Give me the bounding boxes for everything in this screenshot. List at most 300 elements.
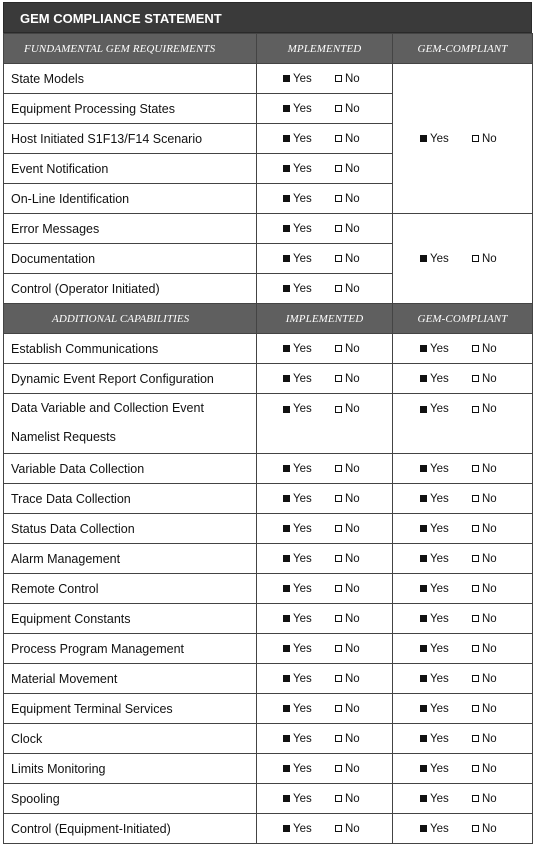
gem-compliant-cell	[393, 394, 533, 454]
no-label: No	[345, 552, 360, 565]
unchecked-box-icon	[335, 285, 342, 292]
yes-no-choice	[393, 343, 532, 355]
table-row	[4, 484, 533, 514]
yes-option	[283, 703, 335, 715]
requirement-label: Host Initiated S1F13/F14 Scenario	[4, 124, 257, 154]
yes-no-choice	[257, 343, 392, 355]
no-option	[335, 463, 360, 475]
checked-box-icon	[283, 75, 290, 82]
unchecked-box-icon	[472, 495, 479, 502]
implemented-cell	[257, 154, 393, 184]
capability-label	[4, 604, 257, 634]
column-header: ADDITIONAL CAPABILITIES	[4, 304, 257, 334]
capability-label	[4, 364, 257, 394]
yes-label: Yes	[430, 342, 449, 355]
gem-compliant-cell	[393, 454, 533, 484]
checked-box-icon	[283, 525, 290, 532]
capability-label-line: Process Program Management	[11, 641, 184, 656]
yes-no-choice	[393, 403, 532, 415]
compliance-document	[3, 2, 532, 844]
checked-box-icon	[283, 795, 290, 802]
no-label: No	[345, 732, 360, 745]
checked-box-icon	[420, 465, 427, 472]
requirement-label: Control (Operator Initiated)	[4, 274, 257, 304]
implemented-cell	[257, 664, 393, 694]
no-label: No	[482, 403, 497, 415]
capability-label	[4, 724, 257, 754]
no-option	[472, 133, 497, 145]
yes-label: Yes	[293, 282, 312, 295]
no-option	[472, 733, 497, 745]
no-label: No	[345, 102, 360, 115]
yes-label: Yes	[293, 642, 312, 655]
unchecked-box-icon	[335, 375, 342, 382]
no-option	[472, 463, 497, 475]
capability-label	[4, 454, 257, 484]
yes-option	[420, 703, 472, 715]
column-header: FUNDAMENTAL GEM REQUIREMENTS	[4, 34, 257, 64]
yes-label: Yes	[430, 403, 449, 415]
no-label: No	[345, 522, 360, 535]
yes-label: Yes	[293, 462, 312, 475]
checked-box-icon	[283, 345, 290, 352]
no-option	[472, 793, 497, 805]
no-label: No	[482, 702, 497, 715]
yes-option	[283, 193, 335, 205]
no-option	[335, 673, 360, 685]
unchecked-box-icon	[472, 525, 479, 532]
capability-label-line: Equipment Constants	[11, 611, 131, 626]
implemented-cell	[257, 694, 393, 724]
implemented-cell	[257, 214, 393, 244]
table-row	[4, 454, 533, 484]
gem-compliant-cell	[393, 694, 533, 724]
no-option	[472, 583, 497, 595]
yes-no-choice	[393, 703, 532, 715]
yes-option	[283, 583, 335, 595]
no-option	[472, 673, 497, 685]
yes-option	[420, 373, 472, 385]
checked-box-icon	[420, 255, 427, 262]
unchecked-box-icon	[335, 255, 342, 262]
unchecked-box-icon	[472, 825, 479, 832]
yes-no-choice	[393, 493, 532, 505]
no-option	[335, 223, 360, 235]
checked-box-icon	[283, 285, 290, 292]
yes-label: Yes	[293, 372, 312, 385]
yes-no-choice	[393, 553, 532, 565]
no-option	[335, 403, 360, 415]
capability-label	[4, 694, 257, 724]
yes-option	[283, 553, 335, 565]
yes-no-choice	[393, 523, 532, 535]
checked-box-icon	[283, 675, 290, 682]
implemented-cell	[257, 64, 393, 94]
yes-no-choice	[257, 583, 392, 595]
capability-label-line: Clock	[11, 731, 43, 746]
yes-no-choice	[257, 553, 392, 565]
yes-no-choice	[257, 163, 392, 175]
yes-no-choice	[257, 673, 392, 685]
no-label: No	[482, 822, 497, 835]
unchecked-box-icon	[335, 555, 342, 562]
no-option	[335, 253, 360, 265]
checked-box-icon	[283, 495, 290, 502]
yes-no-choice	[393, 463, 532, 475]
capability-label-line: Establish Communications	[11, 341, 159, 356]
yes-label: Yes	[430, 582, 449, 595]
unchecked-box-icon	[472, 615, 479, 622]
yes-label: Yes	[430, 792, 449, 805]
no-label: No	[482, 522, 497, 535]
yes-option	[420, 613, 472, 625]
capability-label	[4, 634, 257, 664]
unchecked-box-icon	[335, 105, 342, 112]
no-label: No	[345, 792, 360, 805]
unchecked-box-icon	[335, 735, 342, 742]
yes-label: Yes	[430, 612, 449, 625]
gem-compliant-cell	[393, 634, 533, 664]
yes-option	[420, 733, 472, 745]
unchecked-box-icon	[472, 675, 479, 682]
no-option	[335, 793, 360, 805]
no-option	[472, 403, 497, 415]
no-option	[335, 733, 360, 745]
checked-box-icon	[283, 645, 290, 652]
yes-no-choice	[257, 733, 392, 745]
yes-option	[420, 343, 472, 355]
yes-option	[420, 493, 472, 505]
requirement-label: Error Messages	[4, 214, 257, 244]
yes-label: Yes	[293, 762, 312, 775]
unchecked-box-icon	[335, 75, 342, 82]
implemented-cell	[257, 274, 393, 304]
checked-box-icon	[283, 195, 290, 202]
no-option	[335, 553, 360, 565]
gem-compliant-cell	[393, 364, 533, 394]
checked-box-icon	[420, 135, 427, 142]
yes-label: Yes	[430, 372, 449, 385]
no-option	[335, 823, 360, 835]
yes-label: Yes	[293, 822, 312, 835]
unchecked-box-icon	[335, 495, 342, 502]
yes-label: Yes	[293, 192, 312, 205]
yes-no-choice	[257, 103, 392, 115]
requirement-label: State Models	[4, 64, 257, 94]
yes-no-choice	[393, 613, 532, 625]
capability-label	[4, 754, 257, 784]
checked-box-icon	[420, 345, 427, 352]
unchecked-box-icon	[335, 345, 342, 352]
checked-box-icon	[283, 375, 290, 382]
no-option	[335, 163, 360, 175]
no-option	[472, 523, 497, 535]
table-row	[4, 64, 533, 94]
implemented-cell	[257, 334, 393, 364]
unchecked-box-icon	[472, 465, 479, 472]
no-label: No	[482, 372, 497, 385]
capability-label-line: Remote Control	[11, 581, 99, 596]
implemented-cell	[257, 814, 393, 844]
unchecked-box-icon	[472, 705, 479, 712]
implemented-cell	[257, 394, 393, 454]
no-label: No	[345, 762, 360, 775]
capability-label	[4, 574, 257, 604]
unchecked-box-icon	[472, 375, 479, 382]
table-row	[4, 394, 533, 454]
checked-box-icon	[283, 825, 290, 832]
capability-label	[4, 394, 257, 454]
yes-option	[283, 283, 335, 295]
checked-box-icon	[420, 406, 427, 413]
capability-label	[4, 814, 257, 844]
yes-no-choice	[393, 583, 532, 595]
checked-box-icon	[420, 705, 427, 712]
capability-label-line: Equipment Terminal Services	[11, 701, 173, 716]
no-option	[472, 823, 497, 835]
implemented-cell	[257, 724, 393, 754]
unchecked-box-icon	[335, 225, 342, 232]
compliance-table	[3, 33, 533, 844]
capability-label-line: Namelist Requests	[11, 430, 116, 444]
no-option	[335, 703, 360, 715]
no-label: No	[482, 762, 497, 775]
yes-label: Yes	[293, 222, 312, 235]
requirement-label: Equipment Processing States	[4, 94, 257, 124]
yes-no-choice	[393, 733, 532, 745]
yes-no-choice	[257, 643, 392, 655]
section-header-row	[4, 34, 533, 64]
gem-compliant-cell	[393, 604, 533, 634]
yes-option	[283, 403, 335, 415]
table-row	[4, 784, 533, 814]
implemented-cell	[257, 184, 393, 214]
capability-label-line: Material Movement	[11, 671, 118, 686]
table-row	[4, 604, 533, 634]
unchecked-box-icon	[335, 195, 342, 202]
yes-option	[283, 673, 335, 685]
capability-label-line: Trace Data Collection	[11, 491, 131, 506]
yes-option	[283, 163, 335, 175]
checked-box-icon	[283, 255, 290, 262]
no-option	[472, 643, 497, 655]
yes-option	[420, 523, 472, 535]
yes-no-choice	[257, 613, 392, 625]
checked-box-icon	[420, 525, 427, 532]
implemented-cell	[257, 484, 393, 514]
yes-label: Yes	[430, 732, 449, 745]
yes-no-choice	[393, 763, 532, 775]
gem-compliant-cell	[393, 784, 533, 814]
unchecked-box-icon	[472, 645, 479, 652]
yes-label: Yes	[430, 492, 449, 505]
unchecked-box-icon	[335, 525, 342, 532]
yes-label: Yes	[293, 702, 312, 715]
checked-box-icon	[283, 165, 290, 172]
capability-label-line: Limits Monitoring	[11, 761, 106, 776]
unchecked-box-icon	[472, 406, 479, 413]
yes-option	[283, 613, 335, 625]
section-header-row	[4, 304, 533, 334]
unchecked-box-icon	[472, 135, 479, 142]
checked-box-icon	[283, 765, 290, 772]
implemented-cell	[257, 244, 393, 274]
checked-box-icon	[420, 825, 427, 832]
yes-label: Yes	[430, 252, 449, 265]
yes-option	[420, 403, 472, 415]
yes-no-choice	[257, 73, 392, 85]
implemented-cell	[257, 544, 393, 574]
checked-box-icon	[283, 615, 290, 622]
no-option	[335, 523, 360, 535]
gem-compliant-cell	[393, 754, 533, 784]
no-option	[335, 583, 360, 595]
implemented-cell	[257, 754, 393, 784]
table-row	[4, 364, 533, 394]
yes-no-choice	[257, 703, 392, 715]
gem-compliant-cell	[393, 544, 533, 574]
checked-box-icon	[283, 585, 290, 592]
yes-option	[283, 793, 335, 805]
gem-compliant-cell	[393, 514, 533, 544]
table-row	[4, 574, 533, 604]
yes-option	[283, 733, 335, 745]
no-label: No	[345, 222, 360, 235]
column-header: IMPLEMENTED	[257, 304, 393, 334]
no-label: No	[482, 252, 497, 265]
yes-label: Yes	[430, 822, 449, 835]
yes-option	[283, 643, 335, 655]
checked-box-icon	[283, 406, 290, 413]
no-label: No	[345, 462, 360, 475]
yes-label: Yes	[293, 132, 312, 145]
no-option	[335, 643, 360, 655]
no-option	[472, 553, 497, 565]
yes-label: Yes	[293, 403, 312, 415]
no-option	[472, 493, 497, 505]
capability-label-line: Variable Data Collection	[11, 461, 145, 476]
table-row	[4, 544, 533, 574]
implemented-cell	[257, 784, 393, 814]
unchecked-box-icon	[335, 705, 342, 712]
no-label: No	[482, 642, 497, 655]
unchecked-box-icon	[335, 825, 342, 832]
yes-no-choice	[393, 673, 532, 685]
no-label: No	[482, 342, 497, 355]
unchecked-box-icon	[472, 255, 479, 262]
yes-label: Yes	[293, 72, 312, 85]
no-label: No	[345, 162, 360, 175]
checked-box-icon	[420, 675, 427, 682]
yes-no-choice	[257, 463, 392, 475]
implemented-cell	[257, 364, 393, 394]
capability-label-line: Data Variable and Collection Event	[11, 401, 204, 415]
yes-no-choice	[257, 133, 392, 145]
yes-label: Yes	[293, 342, 312, 355]
table-row	[4, 724, 533, 754]
yes-option	[420, 643, 472, 655]
checked-box-icon	[420, 495, 427, 502]
yes-option	[283, 133, 335, 145]
yes-label: Yes	[293, 162, 312, 175]
yes-option	[283, 763, 335, 775]
unchecked-box-icon	[335, 165, 342, 172]
yes-no-choice	[257, 523, 392, 535]
no-label: No	[345, 72, 360, 85]
no-option	[472, 253, 497, 265]
capability-label	[4, 544, 257, 574]
no-label: No	[345, 582, 360, 595]
no-label: No	[345, 672, 360, 685]
yes-no-choice	[393, 133, 532, 145]
gem-compliant-cell	[393, 214, 533, 304]
yes-label: Yes	[293, 732, 312, 745]
yes-label: Yes	[430, 642, 449, 655]
no-label: No	[482, 612, 497, 625]
yes-option	[283, 253, 335, 265]
capability-label-line: Dynamic Event Report Configuration	[11, 371, 214, 386]
no-label: No	[345, 642, 360, 655]
yes-option	[283, 523, 335, 535]
yes-option	[283, 463, 335, 475]
capability-label-line: Spooling	[11, 791, 60, 806]
no-option	[472, 373, 497, 385]
no-label: No	[482, 132, 497, 145]
no-label: No	[345, 252, 360, 265]
unchecked-box-icon	[335, 615, 342, 622]
implemented-cell	[257, 454, 393, 484]
column-header: GEM-COMPLIANT	[393, 34, 533, 64]
no-label: No	[345, 192, 360, 205]
capability-label-line: Alarm Management	[11, 551, 121, 566]
implemented-cell	[257, 124, 393, 154]
checked-box-icon	[283, 135, 290, 142]
yes-label: Yes	[430, 462, 449, 475]
no-option	[472, 703, 497, 715]
table-row	[4, 754, 533, 784]
checked-box-icon	[420, 555, 427, 562]
unchecked-box-icon	[335, 675, 342, 682]
yes-no-choice	[257, 253, 392, 265]
capability-label-line: Control (Equipment-Initiated)	[11, 821, 171, 836]
checked-box-icon	[283, 555, 290, 562]
checked-box-icon	[420, 645, 427, 652]
gem-compliant-cell	[393, 484, 533, 514]
capability-label	[4, 664, 257, 694]
yes-no-choice	[393, 253, 532, 265]
table-row	[4, 814, 533, 844]
no-label: No	[345, 822, 360, 835]
yes-label: Yes	[293, 492, 312, 505]
yes-no-choice	[257, 823, 392, 835]
no-option	[335, 763, 360, 775]
unchecked-box-icon	[335, 765, 342, 772]
yes-option	[420, 823, 472, 835]
no-option	[335, 133, 360, 145]
unchecked-box-icon	[335, 585, 342, 592]
unchecked-box-icon	[335, 406, 342, 413]
implemented-cell	[257, 634, 393, 664]
yes-label: Yes	[293, 552, 312, 565]
implemented-cell	[257, 574, 393, 604]
gem-compliant-cell	[393, 664, 533, 694]
yes-option	[283, 73, 335, 85]
no-label: No	[482, 792, 497, 805]
no-option	[335, 613, 360, 625]
no-label: No	[482, 732, 497, 745]
yes-no-choice	[257, 493, 392, 505]
capability-label-line: Status Data Collection	[11, 521, 135, 536]
